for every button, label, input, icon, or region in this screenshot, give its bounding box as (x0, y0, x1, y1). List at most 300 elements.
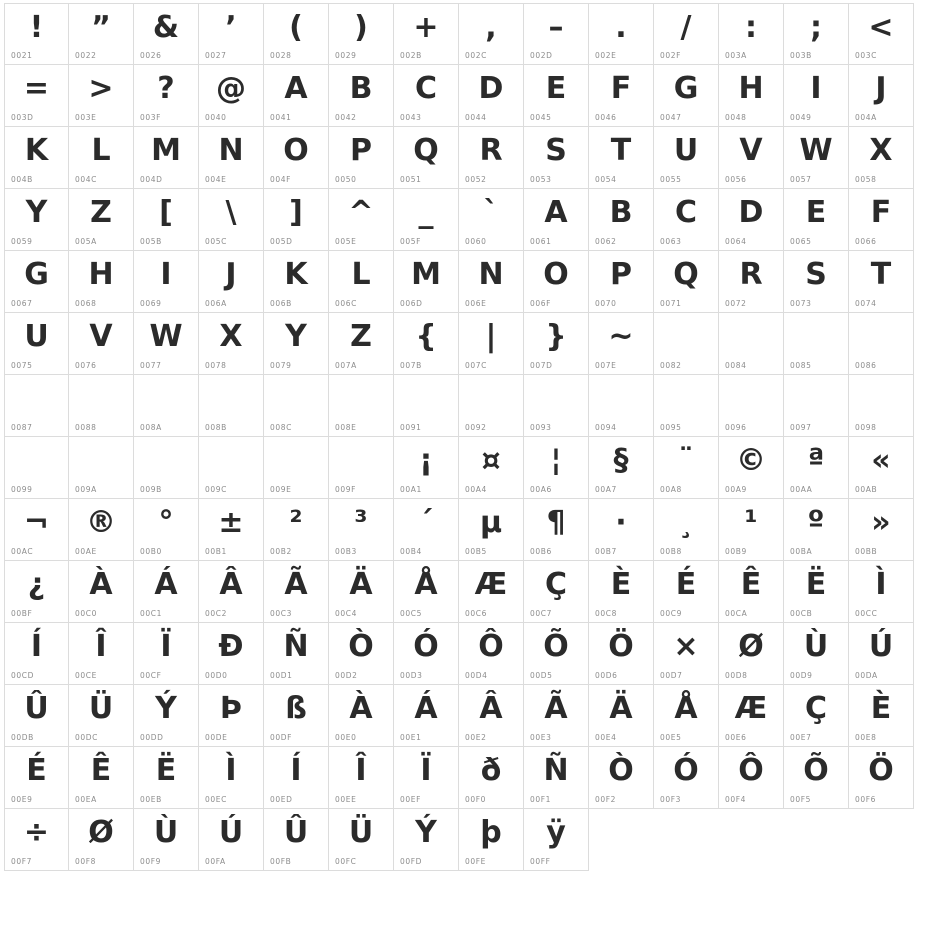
glyph-preview: W (149, 319, 183, 354)
glyph-cell-0086[interactable] (849, 313, 914, 375)
glyph-preview: O (283, 133, 309, 168)
glyph-cell-00B7[interactable] (589, 499, 654, 561)
glyph-preview: ) (354, 10, 368, 45)
glyph-cell-00E5[interactable] (654, 685, 719, 747)
glyph-cell-0053[interactable] (524, 127, 589, 189)
glyph-cell-005E[interactable] (329, 189, 394, 251)
glyph-cell-00C3[interactable] (264, 561, 329, 623)
glyph-cell-00BB[interactable] (849, 499, 914, 561)
glyph-cell-00DF[interactable] (264, 685, 329, 747)
glyph-preview: V (739, 133, 763, 168)
glyph-cell-00D5[interactable] (524, 623, 589, 685)
glyph-preview: Å (674, 691, 698, 726)
glyph-cell-00C1[interactable] (134, 561, 199, 623)
glyph-cell-003B[interactable] (784, 3, 849, 65)
glyph-cell-0060[interactable] (459, 189, 524, 251)
glyph-codepoint-label: 00DF (270, 733, 293, 742)
glyph-preview: Ç (544, 567, 568, 602)
glyph-codepoint-label: 00DE (205, 733, 228, 742)
glyph-codepoint-label: 00AB (855, 485, 878, 494)
glyph-cell-0099[interactable] (4, 437, 69, 499)
glyph-codepoint-label: 00B9 (725, 547, 747, 556)
glyph-cell-003E[interactable] (69, 65, 134, 127)
glyph-cell-004C[interactable] (69, 127, 134, 189)
glyph-cell-00F1[interactable] (524, 747, 589, 809)
glyph-cell-005F[interactable] (394, 189, 459, 251)
glyph-preview: J (225, 257, 237, 292)
glyph-cell-00F5[interactable] (784, 747, 849, 809)
glyph-cell-0084[interactable] (719, 313, 784, 375)
glyph-cell-002E[interactable] (589, 3, 654, 65)
glyph-cell-007B[interactable] (394, 313, 459, 375)
glyph-cell-00FF[interactable] (524, 809, 589, 871)
glyph-cell-009A[interactable] (69, 437, 134, 499)
glyph-codepoint-label: 0051 (400, 175, 422, 184)
glyph-preview: Ë (155, 753, 177, 788)
glyph-cell-00E9[interactable] (4, 747, 69, 809)
glyph-codepoint-label: 0084 (725, 361, 747, 370)
glyph-codepoint-label: 0076 (75, 361, 97, 370)
glyph-cell-008E[interactable] (329, 375, 394, 437)
glyph-cell-00DE[interactable] (199, 685, 264, 747)
glyph-codepoint-label: 00A1 (400, 485, 422, 494)
glyph-cell-007C[interactable] (459, 313, 524, 375)
glyph-cell-0082[interactable] (654, 313, 719, 375)
glyph-cell-00AE[interactable] (69, 499, 134, 561)
glyph-codepoint-label: 0094 (595, 423, 617, 432)
glyph-cell-00CA[interactable] (719, 561, 784, 623)
glyph-cell-0063[interactable] (654, 189, 719, 251)
glyph-preview: , (485, 10, 497, 45)
glyph-cell-007E[interactable] (589, 313, 654, 375)
glyph-cell-00B8[interactable] (654, 499, 719, 561)
glyph-cell-00C0[interactable] (69, 561, 134, 623)
glyph-preview: ¡ (419, 443, 433, 478)
glyph-preview (719, 315, 783, 359)
glyph-cell-0049[interactable] (784, 65, 849, 127)
glyph-cell-0045[interactable] (524, 65, 589, 127)
glyph-cell-00DD[interactable] (134, 685, 199, 747)
glyph-cell-0070[interactable] (589, 251, 654, 313)
glyph-preview: Ê (740, 567, 762, 602)
glyph-cell-0029[interactable] (329, 3, 394, 65)
glyph-cell-0074[interactable] (849, 251, 914, 313)
glyph-preview: Ö (608, 629, 634, 664)
glyph-cell-003F[interactable] (134, 65, 199, 127)
glyph-preview: > (88, 71, 114, 106)
glyph-cell-0087[interactable] (4, 375, 69, 437)
glyph-cell-00B0[interactable] (134, 499, 199, 561)
glyph-cell-00CB[interactable] (784, 561, 849, 623)
glyph-cell-002F[interactable] (654, 3, 719, 65)
glyph-codepoint-label: 009A (75, 485, 97, 494)
glyph-cell-00D6[interactable] (589, 623, 654, 685)
glyph-cell-0079[interactable] (264, 313, 329, 375)
glyph-codepoint-label: 0070 (595, 299, 617, 308)
glyph-preview (69, 377, 133, 421)
glyph-preview: K (24, 133, 49, 168)
glyph-codepoint-label: 00B7 (595, 547, 617, 556)
glyph-cell-004E[interactable] (199, 127, 264, 189)
glyph-preview: O (543, 257, 569, 292)
glyph-cell-00E6[interactable] (719, 685, 784, 747)
glyph-preview: Ò (348, 629, 374, 664)
glyph-codepoint-label: 0068 (75, 299, 97, 308)
glyph-cell-006C[interactable] (329, 251, 394, 313)
glyph-cell-006B[interactable] (264, 251, 329, 313)
glyph-codepoint-label: 003B (790, 51, 812, 60)
glyph-cell-0073[interactable] (784, 251, 849, 313)
glyph-codepoint-label: 0079 (270, 361, 292, 370)
glyph-codepoint-label: 00F7 (11, 857, 33, 866)
glyph-cell-0021[interactable] (4, 3, 69, 65)
glyph-cell-0088[interactable] (69, 375, 134, 437)
glyph-cell-00AB[interactable] (849, 437, 914, 499)
glyph-cell-005D[interactable] (264, 189, 329, 251)
glyph-codepoint-label: 00EF (400, 795, 421, 804)
glyph-cell-00E8[interactable] (849, 685, 914, 747)
glyph-cell-003D[interactable] (4, 65, 69, 127)
glyph-preview: Y (285, 319, 307, 354)
glyph-cell-00BA[interactable] (784, 499, 849, 561)
glyph-cell-009C[interactable] (199, 437, 264, 499)
glyph-cell-00E2[interactable] (459, 685, 524, 747)
glyph-preview: [ (159, 195, 173, 230)
glyph-codepoint-label: 00C1 (140, 609, 162, 618)
glyph-preview: ± (218, 505, 244, 540)
glyph-cell-0027[interactable] (199, 3, 264, 65)
glyph-cell-00E0[interactable] (329, 685, 394, 747)
glyph-codepoint-label: 0029 (335, 51, 357, 60)
glyph-preview (849, 377, 913, 421)
glyph-codepoint-label: 00FF (530, 857, 551, 866)
glyph-cell-006D[interactable] (394, 251, 459, 313)
glyph-preview: « (871, 443, 891, 478)
glyph-cell-0077[interactable] (134, 313, 199, 375)
glyph-preview: ^ (348, 195, 374, 230)
glyph-cell-006E[interactable] (459, 251, 524, 313)
glyph-codepoint-label: 006E (465, 299, 487, 308)
glyph-cell-00F2[interactable] (589, 747, 654, 809)
glyph-preview: ; (810, 10, 822, 45)
glyph-cell-00B2[interactable] (264, 499, 329, 561)
glyph-cell-002B[interactable] (394, 3, 459, 65)
glyph-codepoint-label: 007E (595, 361, 617, 370)
glyph-cell-00D8[interactable] (719, 623, 784, 685)
glyph-preview: Ê (90, 753, 112, 788)
glyph-preview (784, 315, 848, 359)
glyph-cell-00FA[interactable] (199, 809, 264, 871)
glyph-cell-0059[interactable] (4, 189, 69, 251)
glyph-cell-00D7[interactable] (654, 623, 719, 685)
glyph-cell-0058[interactable] (849, 127, 914, 189)
glyph-cell-00FD[interactable] (394, 809, 459, 871)
glyph-cell-00BF[interactable] (4, 561, 69, 623)
glyph-cell-008A[interactable] (134, 375, 199, 437)
glyph-codepoint-label: 005A (75, 237, 97, 246)
glyph-preview: Ü (88, 691, 114, 726)
glyph-codepoint-label: 00F6 (855, 795, 877, 804)
glyph-cell-0069[interactable] (134, 251, 199, 313)
glyph-cell-00CD[interactable] (4, 623, 69, 685)
glyph-cell-00CC[interactable] (849, 561, 914, 623)
glyph-cell-00EB[interactable] (134, 747, 199, 809)
glyph-preview: È (870, 691, 892, 726)
glyph-cell-00CE[interactable] (69, 623, 134, 685)
glyph-cell-0067[interactable] (4, 251, 69, 313)
glyph-cell-00C6[interactable] (459, 561, 524, 623)
glyph-cell-0044[interactable] (459, 65, 524, 127)
glyph-cell-00B3[interactable] (329, 499, 394, 561)
glyph-codepoint-label: 00EC (205, 795, 227, 804)
glyph-cell-00F8[interactable] (69, 809, 134, 871)
glyph-cell-003C[interactable] (849, 3, 914, 65)
glyph-cell-00A8[interactable] (654, 437, 719, 499)
glyph-cell-00E3[interactable] (524, 685, 589, 747)
glyph-cell-0047[interactable] (654, 65, 719, 127)
glyph-cell-0085[interactable] (784, 313, 849, 375)
glyph-preview: ] (289, 195, 303, 230)
glyph-codepoint-label: 006B (270, 299, 292, 308)
glyph-cell-0022[interactable] (69, 3, 134, 65)
glyph-cell-0057[interactable] (784, 127, 849, 189)
glyph-preview: § (613, 443, 629, 478)
glyph-preview: Ï (160, 629, 172, 664)
glyph-cell-00D9[interactable] (784, 623, 849, 685)
glyph-cell-007D[interactable] (524, 313, 589, 375)
glyph-codepoint-label: 006D (400, 299, 423, 308)
glyph-cell-00C2[interactable] (199, 561, 264, 623)
glyph-cell-00DC[interactable] (69, 685, 134, 747)
glyph-codepoint-label: 00F5 (790, 795, 812, 804)
glyph-codepoint-label: 005F (400, 237, 422, 246)
glyph-cell-00FB[interactable] (264, 809, 329, 871)
glyph-preview: ° (158, 505, 174, 540)
glyph-codepoint-label: 0071 (660, 299, 682, 308)
glyph-codepoint-label: 0066 (855, 237, 877, 246)
glyph-codepoint-label: 0093 (530, 423, 552, 432)
glyph-cell-00D1[interactable] (264, 623, 329, 685)
glyph-cell-00A1[interactable] (394, 437, 459, 499)
glyph-codepoint-label: 00D2 (335, 671, 358, 680)
glyph-codepoint-label: 00E4 (595, 733, 617, 742)
glyph-cell-0043[interactable] (394, 65, 459, 127)
glyph-cell-004B[interactable] (4, 127, 69, 189)
glyph-codepoint-label: 0099 (11, 485, 33, 494)
glyph-preview: W (799, 133, 833, 168)
glyph-cell-0061[interactable] (524, 189, 589, 251)
glyph-codepoint-label: 0073 (790, 299, 812, 308)
glyph-cell-0096[interactable] (719, 375, 784, 437)
glyph-cell-004D[interactable] (134, 127, 199, 189)
glyph-cell-002C[interactable] (459, 3, 524, 65)
glyph-cell-005C[interactable] (199, 189, 264, 251)
glyph-codepoint-label: 0043 (400, 113, 422, 122)
glyph-cell-00EE[interactable] (329, 747, 394, 809)
glyph-cell-0056[interactable] (719, 127, 784, 189)
glyph-codepoint-label: 00B2 (270, 547, 292, 556)
glyph-cell-009E[interactable] (264, 437, 329, 499)
glyph-cell-0095[interactable] (654, 375, 719, 437)
glyph-preview: Ý (415, 815, 437, 850)
glyph-cell-00ED[interactable] (264, 747, 329, 809)
glyph-cell-0093[interactable] (524, 375, 589, 437)
glyph-cell-00B6[interactable] (524, 499, 589, 561)
glyph-cell-00C5[interactable] (394, 561, 459, 623)
glyph-codepoint-label: 0077 (140, 361, 162, 370)
glyph-cell-009F[interactable] (329, 437, 394, 499)
glyph-cell-00F7[interactable] (4, 809, 69, 871)
glyph-cell-0066[interactable] (849, 189, 914, 251)
glyph-cell-00B4[interactable] (394, 499, 459, 561)
glyph-cell-0046[interactable] (589, 65, 654, 127)
glyph-codepoint-label: 00B5 (465, 547, 487, 556)
glyph-preview: ª (807, 443, 825, 478)
glyph-cell-0052[interactable] (459, 127, 524, 189)
glyph-cell-00B1[interactable] (199, 499, 264, 561)
glyph-cell-0040[interactable] (199, 65, 264, 127)
glyph-codepoint-label: 00CB (790, 609, 813, 618)
glyph-preview (394, 377, 458, 421)
glyph-cell-0028[interactable] (264, 3, 329, 65)
glyph-cell-00E7[interactable] (784, 685, 849, 747)
glyph-codepoint-label: 003A (725, 51, 747, 60)
glyph-cell-00FC[interactable] (329, 809, 394, 871)
glyph-cell-004A[interactable] (849, 65, 914, 127)
glyph-cell-00AA[interactable] (784, 437, 849, 499)
glyph-cell-008C[interactable] (264, 375, 329, 437)
glyph-codepoint-label: 007D (530, 361, 553, 370)
glyph-preview: { (415, 319, 437, 354)
glyph-cell-0064[interactable] (719, 189, 784, 251)
glyph-cell-0098[interactable] (849, 375, 914, 437)
glyph-cell-007A[interactable] (329, 313, 394, 375)
glyph-cell-0065[interactable] (784, 189, 849, 251)
glyph-cell-009B[interactable] (134, 437, 199, 499)
glyph-cell-006F[interactable] (524, 251, 589, 313)
glyph-cell-0068[interactable] (69, 251, 134, 313)
glyph-cell-00DA[interactable] (849, 623, 914, 685)
glyph-cell-00D0[interactable] (199, 623, 264, 685)
glyph-preview (719, 377, 783, 421)
glyph-cell-00B9[interactable] (719, 499, 784, 561)
glyph-cell-00F3[interactable] (654, 747, 719, 809)
glyph-cell-0026[interactable] (134, 3, 199, 65)
glyph-cell-00CF[interactable] (134, 623, 199, 685)
glyph-codepoint-label: 006C (335, 299, 357, 308)
glyph-cell-0042[interactable] (329, 65, 394, 127)
glyph-cell-008B[interactable] (199, 375, 264, 437)
glyph-preview (524, 377, 588, 421)
glyph-cell-00EA[interactable] (69, 747, 134, 809)
glyph-cell-00C4[interactable] (329, 561, 394, 623)
glyph-preview: Î (95, 629, 107, 664)
glyph-cell-00A7[interactable] (589, 437, 654, 499)
glyph-cell-00E1[interactable] (394, 685, 459, 747)
glyph-cell-00EF[interactable] (394, 747, 459, 809)
glyph-preview: Á (414, 691, 438, 726)
glyph-cell-0078[interactable] (199, 313, 264, 375)
glyph-codepoint-label: 0050 (335, 175, 357, 184)
glyph-cell-005A[interactable] (69, 189, 134, 251)
glyph-cell-0041[interactable] (264, 65, 329, 127)
glyph-codepoint-label: 0078 (205, 361, 227, 370)
glyph-cell-00F4[interactable] (719, 747, 784, 809)
glyph-cell-0094[interactable] (589, 375, 654, 437)
glyph-codepoint-label: 00DC (75, 733, 98, 742)
glyph-cell-00D4[interactable] (459, 623, 524, 685)
glyph-cell-00F0[interactable] (459, 747, 524, 809)
glyph-cell-0097[interactable] (784, 375, 849, 437)
glyph-preview: Z (90, 195, 112, 230)
glyph-cell-00E4[interactable] (589, 685, 654, 747)
glyph-cell-0054[interactable] (589, 127, 654, 189)
glyph-codepoint-label: 00AE (75, 547, 97, 556)
character-map-grid (4, 3, 930, 871)
glyph-cell-0075[interactable] (4, 313, 69, 375)
glyph-cell-00A4[interactable] (459, 437, 524, 499)
glyph-cell-00C9[interactable] (654, 561, 719, 623)
glyph-cell-00DB[interactable] (4, 685, 69, 747)
glyph-cell-0051[interactable] (394, 127, 459, 189)
glyph-cell-00A6[interactable] (524, 437, 589, 499)
glyph-cell-003A[interactable] (719, 3, 784, 65)
glyph-cell-00D2[interactable] (329, 623, 394, 685)
glyph-cell-00D3[interactable] (394, 623, 459, 685)
glyph-cell-0092[interactable] (459, 375, 524, 437)
glyph-preview: Â (479, 691, 503, 726)
glyph-preview: ` (483, 195, 499, 230)
glyph-preview: ð (480, 753, 502, 788)
glyph-cell-00EC[interactable] (199, 747, 264, 809)
glyph-cell-0072[interactable] (719, 251, 784, 313)
glyph-cell-0062[interactable] (589, 189, 654, 251)
glyph-cell-0048[interactable] (719, 65, 784, 127)
glyph-cell-00F9[interactable] (134, 809, 199, 871)
glyph-preview: } (545, 319, 567, 354)
glyph-cell-0055[interactable] (654, 127, 719, 189)
glyph-codepoint-label: 002E (595, 51, 617, 60)
glyph-cell-002D[interactable] (524, 3, 589, 65)
glyph-cell-004F[interactable] (264, 127, 329, 189)
glyph-preview: D (478, 71, 504, 106)
glyph-cell-00A9[interactable] (719, 437, 784, 499)
glyph-codepoint-label: 0065 (790, 237, 812, 246)
glyph-codepoint-label: 00F9 (140, 857, 162, 866)
glyph-codepoint-label: 007B (400, 361, 422, 370)
glyph-preview: º (807, 505, 825, 540)
glyph-preview: Þ (219, 691, 243, 726)
glyph-cell-005B[interactable] (134, 189, 199, 251)
glyph-codepoint-label: 0040 (205, 113, 227, 122)
glyph-preview: » (871, 505, 891, 540)
glyph-cell-0076[interactable] (69, 313, 134, 375)
glyph-cell-00F6[interactable] (849, 747, 914, 809)
glyph-cell-00C7[interactable] (524, 561, 589, 623)
glyph-preview: © (736, 443, 766, 478)
glyph-codepoint-label: 00E9 (11, 795, 33, 804)
glyph-cell-00FE[interactable] (459, 809, 524, 871)
glyph-cell-0071[interactable] (654, 251, 719, 313)
glyph-codepoint-label: 00C0 (75, 609, 97, 618)
glyph-cell-0050[interactable] (329, 127, 394, 189)
glyph-cell-00B5[interactable] (459, 499, 524, 561)
glyph-cell-00AC[interactable] (4, 499, 69, 561)
glyph-cell-00C8[interactable] (589, 561, 654, 623)
glyph-cell-0091[interactable] (394, 375, 459, 437)
glyph-cell-006A[interactable] (199, 251, 264, 313)
glyph-codepoint-label: 00CC (855, 609, 878, 618)
